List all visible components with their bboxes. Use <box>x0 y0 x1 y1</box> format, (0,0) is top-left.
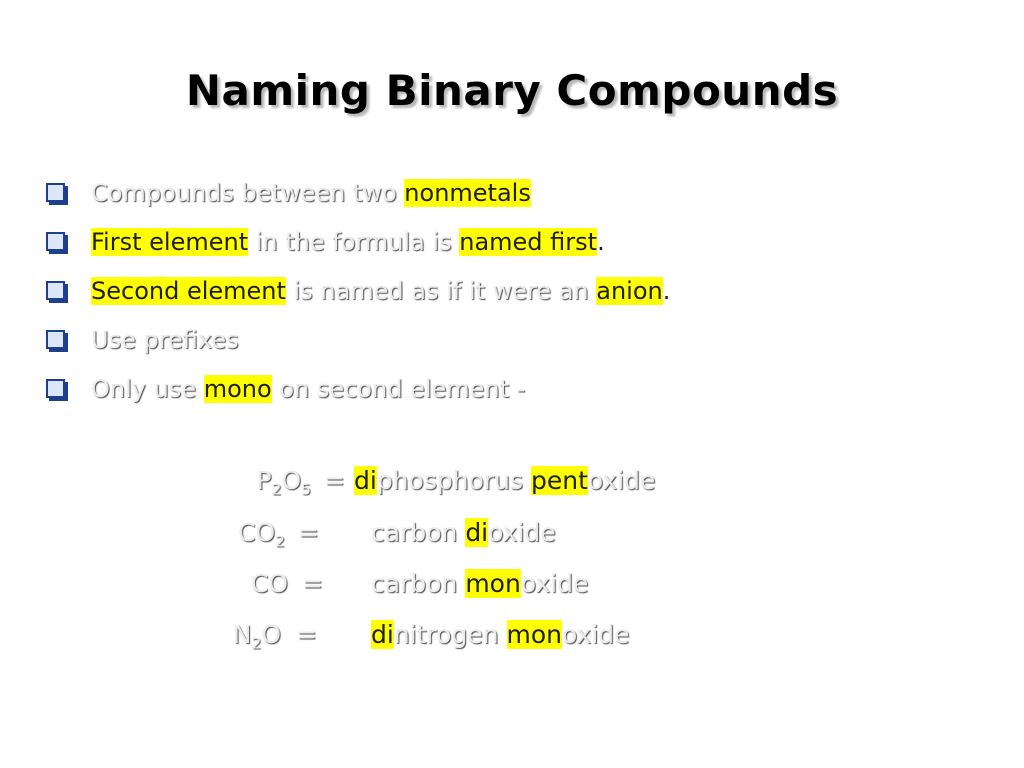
formula-part: N <box>232 620 252 649</box>
formula-subscript: 2 <box>275 532 285 551</box>
compound-name <box>354 466 655 495</box>
bullet-item <box>46 364 670 413</box>
prefix-highlight: pent <box>530 466 588 495</box>
equals-sign: = <box>298 518 319 547</box>
bullet-text-part: Use prefixes <box>91 325 239 354</box>
bullet-text <box>91 326 239 354</box>
chemical-formula <box>237 518 285 551</box>
bullet-text-part: . <box>597 227 605 256</box>
name-part: carbon <box>371 569 466 598</box>
name-part: oxide <box>562 620 630 649</box>
highlighted-term: named first <box>459 227 598 256</box>
formula-part: P <box>256 466 272 495</box>
checkbox-icon <box>46 281 65 300</box>
bullet-list <box>46 168 670 413</box>
checkbox-icon <box>46 330 65 349</box>
checkbox-icon <box>46 232 65 251</box>
formula-subscript: 5 <box>301 480 311 499</box>
bullet-text-part: on second element - <box>271 374 526 403</box>
name-part: phosphorus <box>376 466 531 495</box>
bullet-item <box>46 217 670 266</box>
bullet-text <box>91 228 605 256</box>
example-row <box>0 620 1024 660</box>
bullet-text-part: in the formula is <box>248 227 460 256</box>
equals-sign: = <box>302 569 323 598</box>
highlighted-term: Second element <box>91 276 286 305</box>
name-part: carbon <box>371 518 466 547</box>
formula-part: CO <box>250 569 288 598</box>
checkbox-icon <box>46 183 65 202</box>
bullet-text-part: is named as if it were an <box>285 276 597 305</box>
bullet-text-part: . <box>662 276 671 305</box>
compound-name <box>371 518 556 547</box>
name-part: oxide <box>587 466 656 495</box>
slide-title: Naming Binary Compounds <box>185 66 839 115</box>
prefix-highlight: di <box>354 466 377 495</box>
formula-part: O <box>281 466 302 495</box>
name-part: oxide <box>488 518 556 547</box>
formula-subscript: 2 <box>271 480 282 499</box>
chemical-formula <box>256 466 311 499</box>
example-row <box>0 466 1024 506</box>
bullet-item <box>46 315 670 364</box>
bullet-text <box>91 277 670 305</box>
compound-name <box>371 620 630 649</box>
highlighted-term: anion <box>596 276 663 305</box>
equals-sign: = <box>324 466 345 495</box>
chemical-formula <box>251 569 288 598</box>
prefix-highlight: di <box>371 620 394 649</box>
bullet-text <box>91 375 525 403</box>
chemical-formula <box>232 620 281 653</box>
compound-name <box>371 569 588 598</box>
name-part: oxide <box>520 569 589 598</box>
checkbox-icon <box>46 379 65 398</box>
bullet-text-part: Compounds between two <box>91 178 405 207</box>
equals-sign: = <box>296 620 317 649</box>
bullet-item <box>46 266 670 315</box>
bullet-text-part: Only use <box>91 374 204 403</box>
highlighted-term: nonmetals <box>404 178 531 207</box>
prefix-highlight: di <box>465 518 489 547</box>
highlighted-term: mono <box>203 374 272 403</box>
formula-subscript: 2 <box>251 634 262 653</box>
prefix-highlight: mon <box>465 569 521 598</box>
bullet-item <box>46 168 670 217</box>
name-part: nitrogen <box>393 620 507 649</box>
bullet-text <box>91 179 531 207</box>
example-row <box>0 569 1024 609</box>
formula-part: O <box>261 620 281 649</box>
example-row <box>0 518 1024 558</box>
highlighted-term: First element <box>91 227 249 256</box>
prefix-highlight: mon <box>506 620 562 649</box>
formula-part: CO <box>237 518 276 547</box>
